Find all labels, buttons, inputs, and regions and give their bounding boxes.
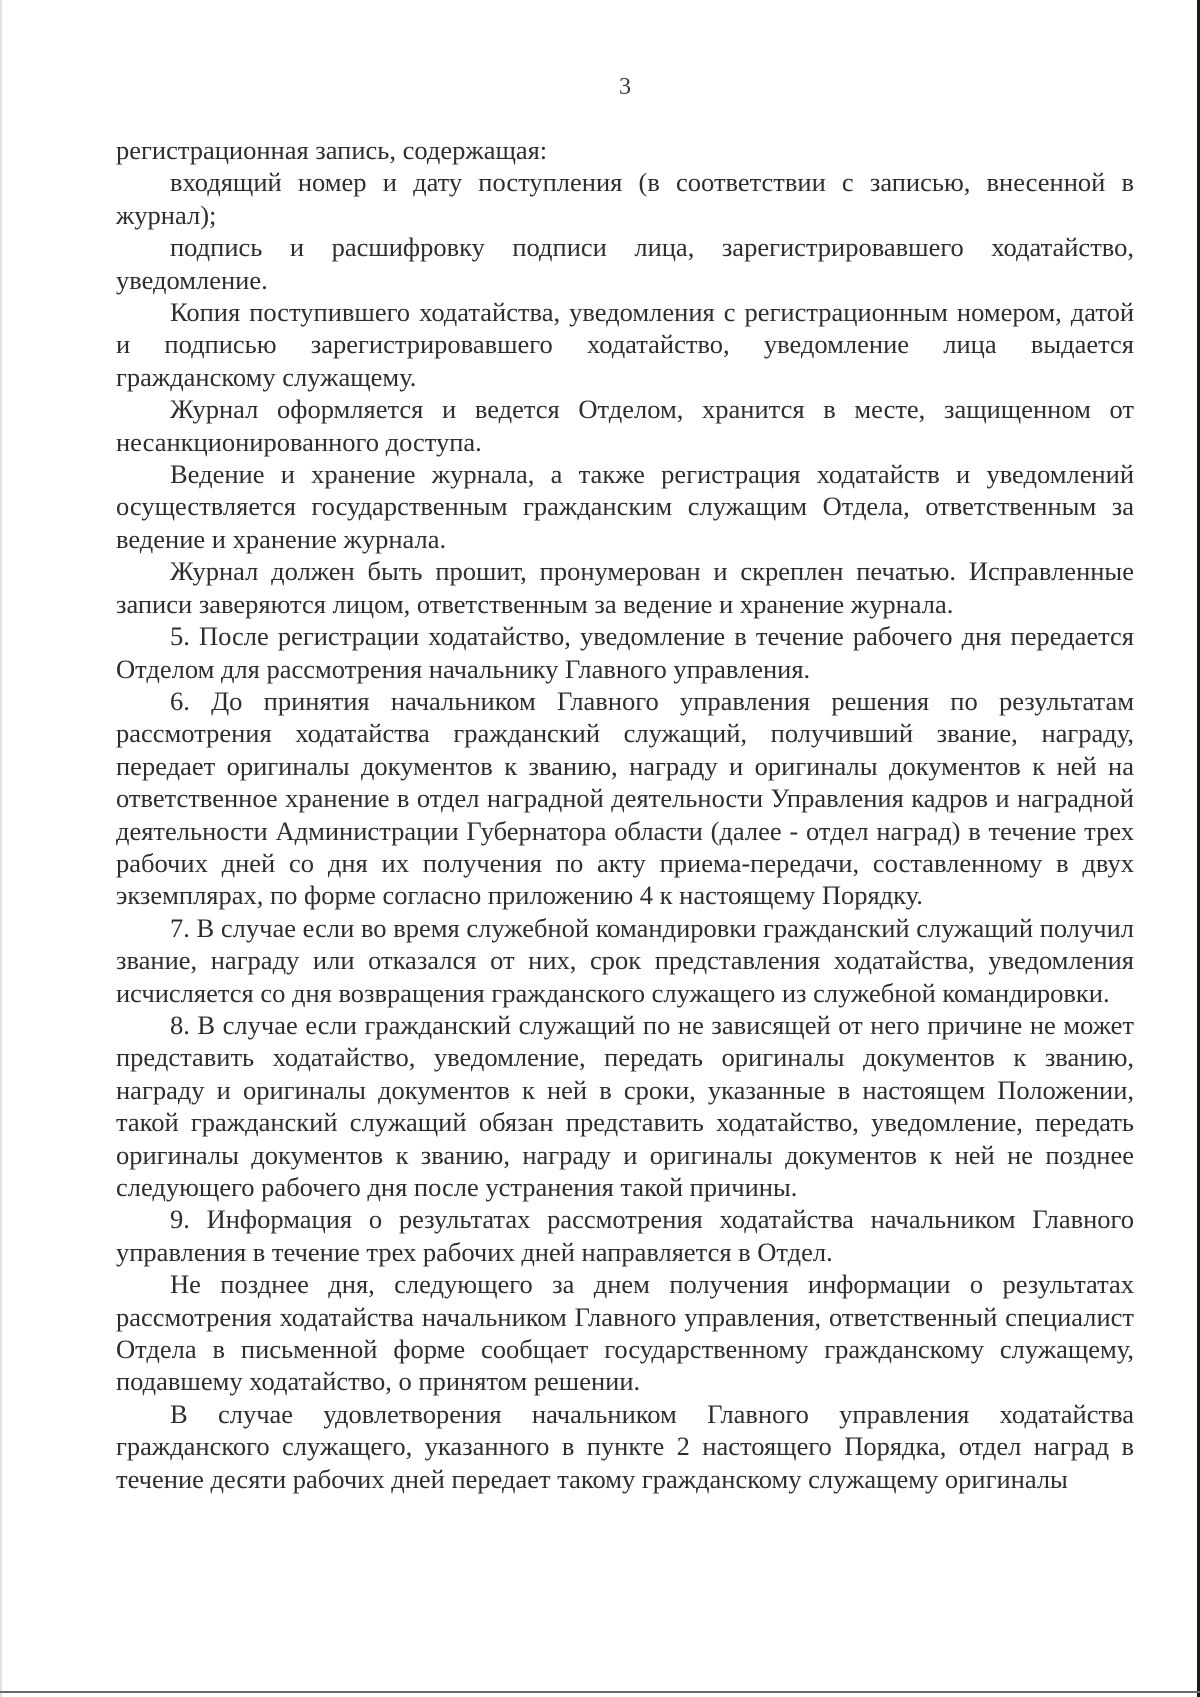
paragraph: 6. До принятия начальником Главного управления решения по результатам рассмотрения ходатайства гражданский служащий, получивший звание, награду, передает оригиналы документов к званию, награду и оригиналы документов к ней на ответственное хранение в отдел наградной деятельности Управления кадров и наградной деятельности Администрации Губернатора области (далее - отдел наград) в течение трех рабочих дней со дня их получения по акту приема-передачи, составленному в двух экземплярах, по форме согласно приложению 4 к настоящему Порядку. bbox=[116, 685, 1134, 911]
paragraph: В случае удовлетворения начальником Главного управления ходатайства гражданского служащего, указанного в пункте 2 настоящего Порядка, отдел наград в течение десяти рабочих дней передает такому гражданскому служащему оригиналы bbox=[116, 1398, 1134, 1494]
paragraph: 7. В случае если во время служебной командировки гражданский служащий получил звание, награду или отказался от них, срок представления ходатайства, уведомления исчисляется со дня возвращения гражданского служащего из служебной командировки. bbox=[116, 912, 1134, 1008]
paragraph: 8. В случае если гражданский служащий по не зависящей от него причине не может представить ходатайство, уведомление, передать оригиналы документов к званию, награду и оригиналы документов к ней в сроки, указанные в настоящем Положении, такой гражданский служащий обязан представить ходатайство, уведомление, передать оригиналы документов к званию, награду и оригиналы документов к ней не позднее следующего рабочего дня после устранения такой причины. bbox=[116, 1009, 1134, 1202]
document-body bbox=[116, 134, 1134, 1495]
paragraph: Ведение и хранение журнала, а также регистрация ходатайств и уведомлений осуществляется государственным гражданским служащим Отдела, ответственным за ведение и хранение журнала. bbox=[116, 459, 1134, 554]
paragraph: Журнал должен быть прошит, пронумерован и скреплен печатью. Исправленные записи заверяются лицом, ответственным за ведение и хранение журнала. bbox=[116, 556, 1134, 619]
paragraph: Копия поступившего ходатайства, уведомления с регистрационным номером, датой и подписью зарегистрировавшего ходатайство, уведомление лица выдается гражданскому служащему. bbox=[116, 297, 1134, 392]
paragraph: входящий номер и дату поступления (в соответствии с записью, внесенной в журнал); bbox=[116, 167, 1134, 230]
paragraph: 5. После регистрации ходатайство, уведомление в течение рабочего дня передается Отделом для рассмотрения начальнику Главного управления. bbox=[116, 621, 1134, 684]
paragraph: регистрационная запись, содержащая: bbox=[116, 135, 548, 165]
paragraph: подпись и расшифровку подписи лица, зарегистрировавшего ходатайство, уведомление. bbox=[116, 232, 1134, 295]
page-number: 3 bbox=[619, 74, 631, 100]
paragraph: Журнал оформляется и ведется Отделом, хранится в месте, защищенном от несанкционированного доступа. bbox=[116, 394, 1134, 457]
paragraph: 9. Информация о результатах рассмотрения ходатайства начальником Главного управления в течение трех рабочих дней направляется в Отдел. bbox=[116, 1204, 1134, 1267]
paragraph: Не позднее дня, следующего за днем получения информации о результатах рассмотрения ходатайства начальником Главного управления, ответственный специалист Отдела в письменной форме сообщает государственному гражданскому служащему, подавшему ходатайство, о принятом решении. bbox=[116, 1269, 1134, 1397]
scan-edge-bottom bbox=[0, 1691, 1200, 1693]
scan-edge-left bbox=[0, 0, 2, 1697]
